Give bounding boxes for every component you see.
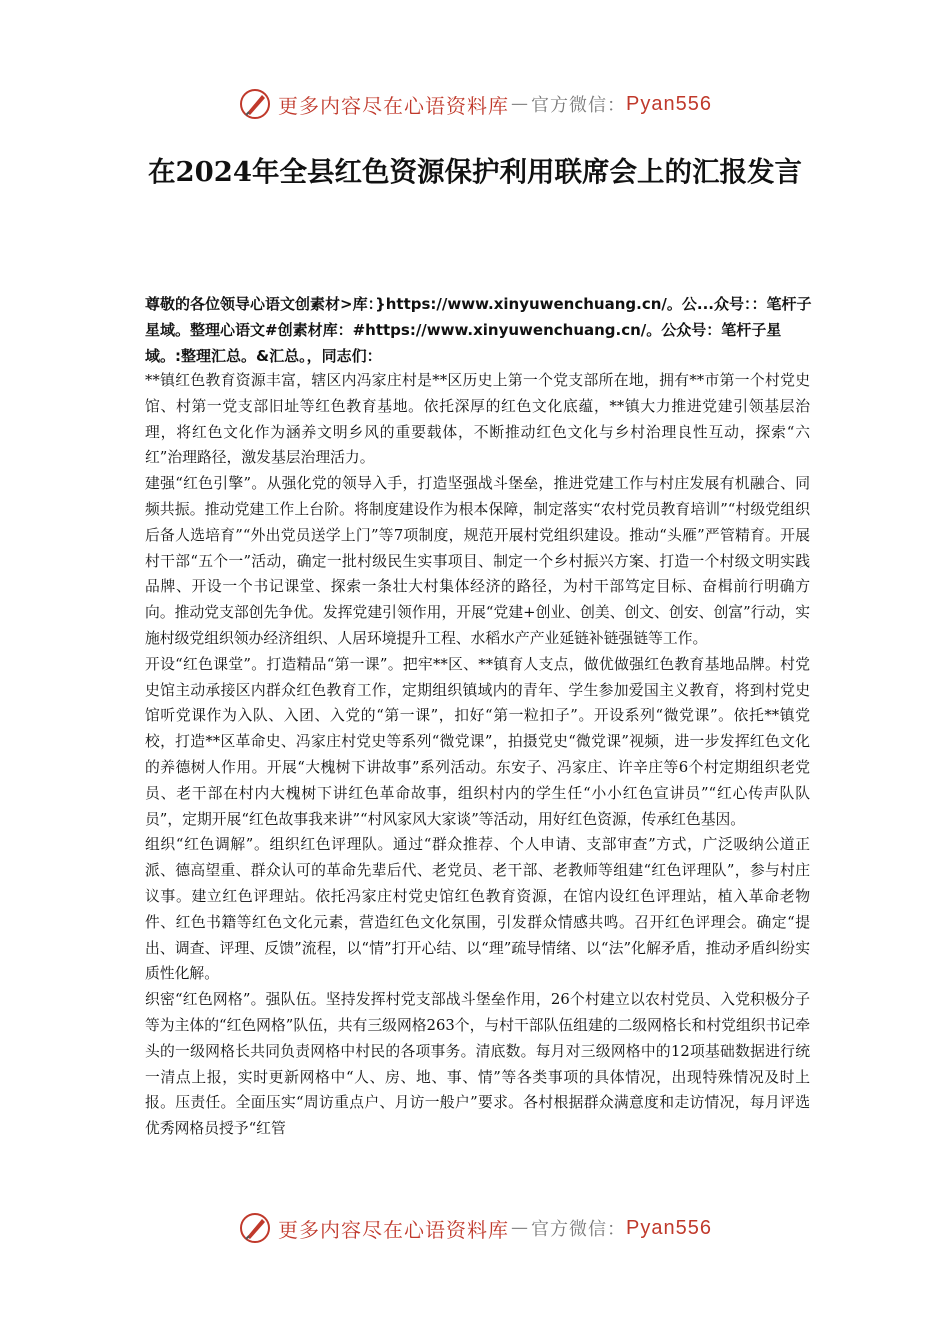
body-paragraph: **镇红色教育资源丰富，辖区内冯家庄村是**区历史上第一个党支部所在地，拥有**市第一个村党史馆、村第一党支部旧址等红色教育基地。依托深厚的红色文化底蕴，**镇大力推进党建引领基层治理，将红色文化作为涵养文明乡风的重要载体，不断推动红色文化与乡村治理良性互动，探索“六红”治理路径，激发基层治理活力。 — [145, 372, 810, 467]
quill-logo-icon — [238, 1211, 272, 1245]
banner-brand-text: 更多内容尽在心语资料库 — [278, 1217, 510, 1242]
body-paragraph: 建强“红色引擎”。从强化党的领导入手，打造坚强战斗堡垒，推进党建工作与村庄发展有机融合、同频共振。推动党建工作上台阶。将制度建设作为根本保障，制定落实“农村党员教育培训”“村级党组织后备人选培育”“外出党员送学上门”等7项制度，规范开展村党组织建设。推动“头雁”严管精育。开展村干部“五个一”活动，确定一批村级民生实事项目、制定一个乡村振兴方案、打造一个村级文明实践品牌、开设一个书记课堂、探索一条壮大村集体经济的路径，为村干部笃定目标、奋楫前行明确方向。推动党支部创先争优。发挥党建引领作用，开展“党建+创业、创美、创文、创安、创富”行动，实施村级党组织领办经济组织、人居环境提升工程、水稻水产产业延链补链强链等工作。 — [145, 475, 810, 647]
banner-wechat-label: 官方微信： — [531, 95, 627, 116]
document-body — [145, 368, 810, 1142]
quill-logo-icon — [238, 87, 272, 121]
banner-separator: — — [511, 94, 530, 114]
header-watermark-banner — [0, 84, 950, 124]
document-title: 在2024年全县红色资源保护利用联席会上的汇报发言 — [147, 156, 803, 188]
salutation-paragraph: 尊敬的各位领导心语文创素材>库：}https://www.xinyuwenchuang.cn/。公...众号：：笔杆子星域。整理心语文#创素材库：#https://www.xinyuwenchuang.cn/。公众号：笔杆子星域。:整理汇总。&汇总。，同志们： — [145, 295, 812, 365]
footer-watermark-banner — [0, 1208, 950, 1248]
banner-brand-text: 更多内容尽在心语资料库 — [278, 93, 510, 118]
banner-separator: — — [511, 1218, 530, 1238]
body-paragraph: 开设“红色课堂”。打造精品“第一课”。把牢**区、**镇育人支点，做优做强红色教育基地品牌。村党史馆主动承接区内群众红色教育工作，定期组织镇域内的青年、学生参加爱国主义教育，将到村党史馆听党课作为入队、入团、入党的“第一课”，扣好“第一粒扣子”。开设系列“微党课”。依托**镇党校，打造**区革命史、冯家庄村党史等系列“微党课”，拍摄党史“微党课”视频，进一步发挥红色文化的养德树人作用。开展“大槐树下讲故事”系列活动。东安子、冯家庄、许辛庄等6个村定期组织老党员、老干部在村内大槐树下讲红色革命故事，组织村内的学生任“小小红色宣讲员”“红心传声队队员”，定期开展“红色故事我来讲”“村风家风大家谈”等活动，用好红色资源，传承红色基因。 — [145, 655, 810, 828]
body-paragraph: 织密“红色网格”。强队伍。坚持发挥村党支部战斗堡垒作用，26个村建立以农村党员、入党积极分子等为主体的“红色网格”队伍，共有三级网格263个，与村干部队伍组建的二级网格长和村党组织书记牵头的一级网格长共同负责网格中村民的各项事务。清底数。每月对三级网格中的12项基础数据进行统一清点上报，实时更新网格中“人、房、地、事、情”等各类事项的具体情况，出现特殊情况及时上报。压责任。全面压实“周访重点户、月访一般户”要求。各村根据群众满意度和走访情况，每月评选优秀网格员授予“红管 — [145, 991, 810, 1138]
body-paragraph: 组织“红色调解”。组织红色评理队。通过“群众推荐、个人申请、支部审查”方式，广泛吸纳公道正派、德高望重、群众认可的革命先辈后代、老党员、老干部、老教师等组建“红色评理队”，参与村庄议事。建立红色评理站。依托冯家庄村党史馆红色教育资源，在馆内设红色评理站，植入革命老物件、红色书籍等红色文化元素，营造红色文化氛围，引发群众情感共鸣。召开红色评理会。确定“提出、调查、评理、反馈”流程，以“情”打开心结、以“理”疏导情绪、以“法”化解矛盾，推动矛盾纠纷实质性化解。 — [145, 836, 810, 983]
banner-wechat-id: Pyan556 — [626, 92, 712, 115]
banner-wechat-label: 官方微信： — [531, 1219, 627, 1240]
banner-wechat-id: Pyan556 — [626, 1216, 712, 1239]
